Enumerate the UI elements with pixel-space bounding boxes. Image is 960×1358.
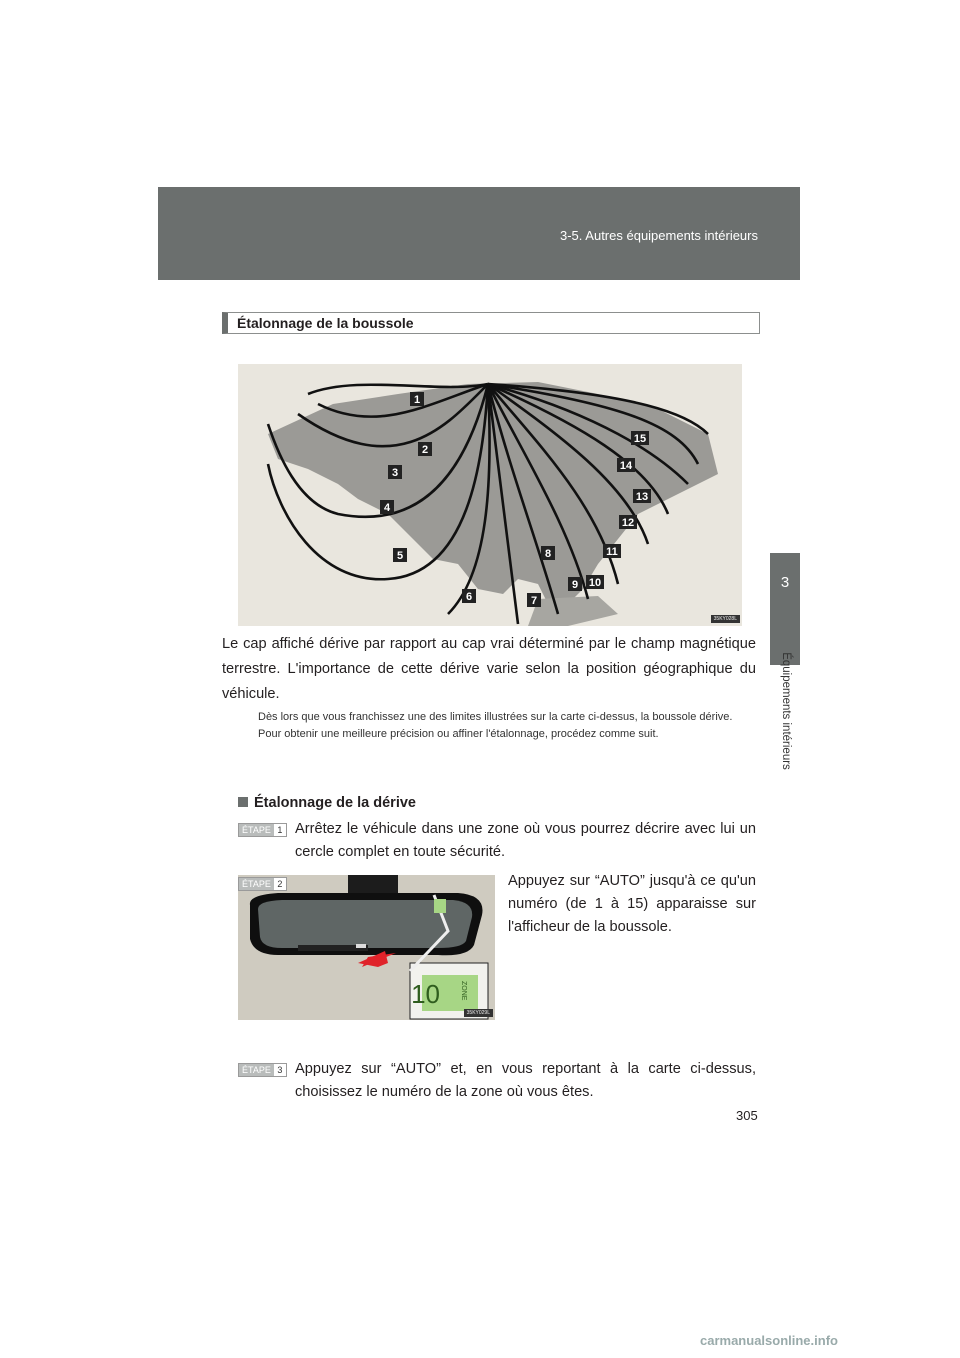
zone-9: 9 — [571, 579, 579, 591]
note-line-1: Dès lors que vous franchissez une des limites illustrées sur la carte ci-dessus, la boussole dérive. — [258, 711, 733, 723]
zone-3: 3 — [391, 467, 399, 479]
zone-10: 10 — [588, 577, 602, 589]
zone-8: 8 — [544, 548, 552, 560]
zone-7: 7 — [530, 595, 538, 607]
zone-1: 1 — [413, 394, 421, 406]
mirror-figure-code: 35KY029L — [464, 1009, 493, 1017]
page-number: 305 — [736, 1108, 758, 1123]
note-line-2: Pour obtenir une meilleure précision ou affiner l'étalonnage, procédez comme suit. — [258, 728, 659, 740]
zone-14: 14 — [619, 460, 633, 472]
step-2-badge: ÉTAPE 2 — [238, 877, 287, 891]
step-3-text: Appuyez sur “AUTO” et, en vous reportant à la carte ci-dessus, choisissez le numéro de la zone où vous êtes. — [295, 1061, 756, 1100]
zone-map-figure — [238, 364, 742, 626]
zone-4: 4 — [383, 502, 391, 514]
header-band — [158, 187, 800, 280]
step-1-text: Arrêtez le véhicule dans une zone où vous pourrez décrire avec lui un cercle complet en toute sécurité. — [295, 821, 756, 860]
footer-watermark: carmanualsonline.info — [700, 1333, 838, 1348]
note-block — [258, 709, 756, 743]
zone-13: 13 — [635, 491, 649, 503]
mirror-display-number: 10 — [411, 979, 440, 1009]
step-1-badge: ÉTAPE 1 — [238, 823, 287, 837]
rearview-mirror — [238, 875, 495, 1020]
landmass-south — [528, 596, 618, 626]
zone-12: 12 — [621, 517, 635, 529]
zone-5: 5 — [396, 550, 404, 562]
square-bullet-icon — [238, 797, 248, 807]
zone-map — [238, 364, 742, 626]
chapter-number: 3 — [780, 574, 790, 591]
chapter-label: Équipements intérieurs — [780, 652, 792, 770]
zone-6: 6 — [465, 591, 473, 603]
subsection-title: Étalonnage de la dérive — [238, 795, 416, 811]
step-2-text: Appuyez sur “AUTO” jusqu'à ce qu'un numéro (de 1 à 15) apparaisse sur l'afficheur de la boussole. — [508, 873, 756, 935]
section-header: 3-5. Autres équipements intérieurs — [560, 228, 758, 243]
intro-paragraph: Le cap affiché dérive par rapport au cap vrai déterminé par le champ magnétique terrestre. L'importance de cette dérive varie selon la position géographique du véhicule. — [222, 636, 756, 702]
step-3-badge: ÉTAPE 3 — [238, 1063, 287, 1077]
zone-15: 15 — [633, 433, 647, 445]
mirror-display-label: ZONE — [460, 981, 467, 1001]
mirror-figure — [238, 875, 495, 1020]
zone-11: 11 — [606, 546, 618, 558]
map-figure-code: 35KY028L — [711, 615, 740, 623]
zone-2: 2 — [421, 444, 429, 456]
section-title: Étalonnage de la boussole — [222, 312, 760, 334]
